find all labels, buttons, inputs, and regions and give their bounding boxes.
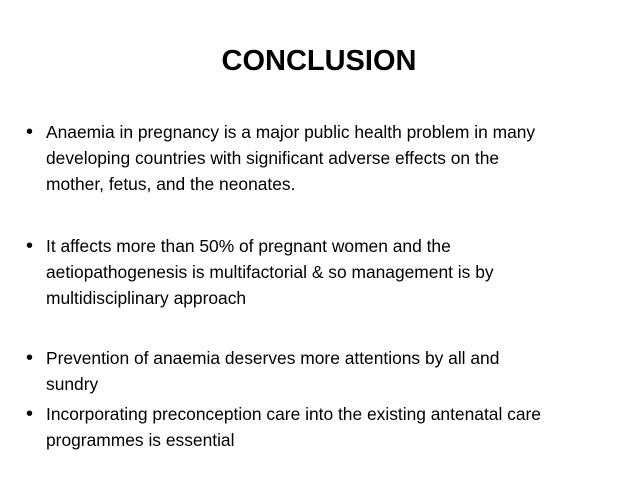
bullet-item bbox=[26, 233, 618, 311]
bullet-text: Prevention of anaemia deserves more attentions by all and sundry bbox=[46, 348, 500, 394]
bullet-icon: • bbox=[26, 235, 34, 257]
bullet-text: Incorporating preconception care into the existing antenatal care programmes is essential bbox=[46, 404, 541, 450]
bullet-item bbox=[26, 345, 618, 397]
bullet-item bbox=[26, 119, 618, 197]
bullet-icon: • bbox=[26, 347, 34, 369]
bullet-text: It affects more than 50% of pregnant women and the aetiopathogenesis is multifactorial & so management is by multidisciplinary approach bbox=[46, 236, 494, 308]
bullet-icon: • bbox=[26, 403, 34, 425]
bullet-icon: • bbox=[26, 121, 34, 143]
slide-title: CONCLUSION bbox=[221, 45, 417, 77]
bullet-text: Anaemia in pregnancy is a major public health problem in many developing countries with significant adverse effects on the mother, fetus, and the neonates. bbox=[46, 122, 536, 194]
bullet-item bbox=[26, 401, 618, 453]
